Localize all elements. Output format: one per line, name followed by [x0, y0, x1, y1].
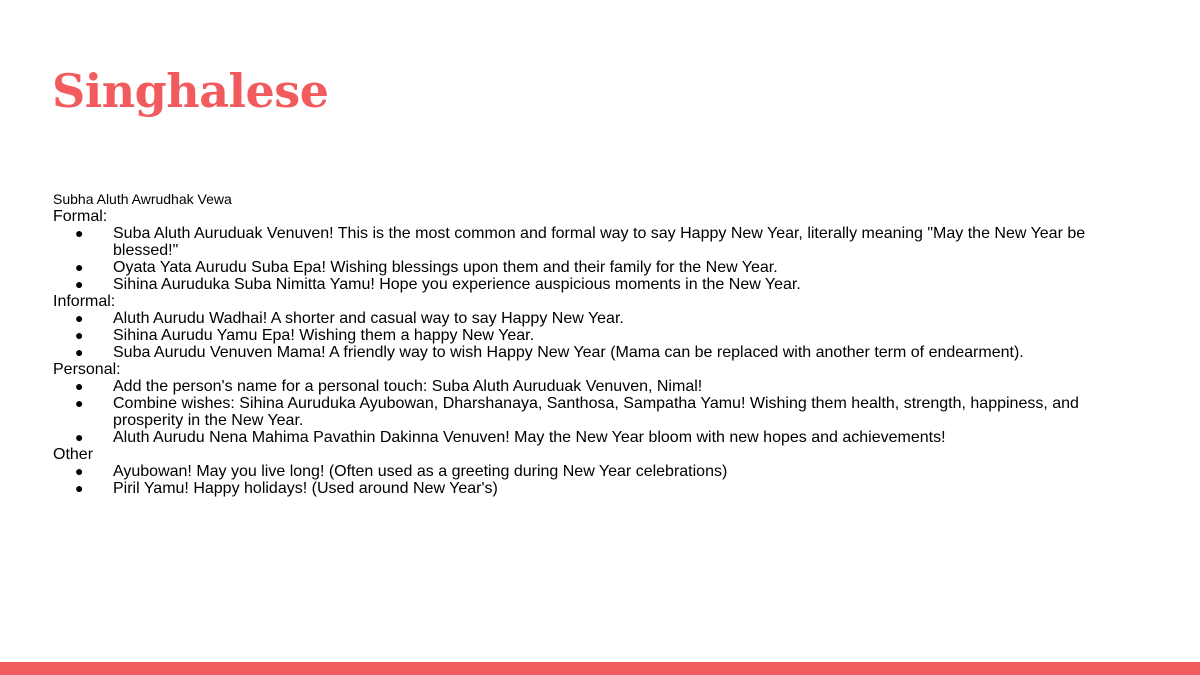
list-item [53, 276, 1153, 293]
bullet-icon: ● [75, 480, 84, 496]
list-item [53, 378, 1153, 395]
list-item-text: Piril Yamu! Happy holidays! (Used around New Year's) [113, 480, 498, 497]
list-item [53, 327, 1153, 344]
bullet-icon: ● [75, 378, 84, 394]
list-item [53, 310, 1153, 327]
slide-subtitle: Subha Aluth Awrudhak Vewa [53, 191, 232, 207]
bullet-list [53, 225, 1153, 293]
section-formal [53, 208, 1153, 293]
section-heading: Informal: [53, 293, 116, 310]
slide-body [53, 191, 1153, 497]
list-item-text: Sihina Aurudu Yamu Epa! Wishing them a happy New Year. [113, 327, 535, 344]
list-item [53, 429, 1153, 446]
bullet-icon: ● [75, 310, 84, 326]
section-informal [53, 293, 1153, 361]
list-item-text: Aluth Aurudu Nena Mahima Pavathin Dakinna Venuven! May the New Year bloom with new hopes and achievements! [113, 429, 946, 446]
bullet-icon: ● [75, 276, 84, 292]
bullet-icon: ● [75, 395, 84, 411]
bullet-list [53, 310, 1153, 361]
bullet-icon: ● [75, 327, 84, 343]
list-item-text: Sihina Auruduka Suba Nimitta Yamu! Hope you experience auspicious moments in the New Year. [113, 276, 801, 293]
list-item-text: Oyata Yata Aurudu Suba Epa! Wishing blessings upon them and their family for the New Year. [113, 259, 778, 276]
section-heading: Personal: [53, 361, 121, 378]
list-item-text: Combine wishes: Sihina Auruduka Ayubowan, Dharshanaya, Santhosa, Sampatha Yamu! Wishing them health, strength, happiness, and prosperity in the New Year. [113, 395, 1079, 429]
list-item-text: Suba Aurudu Venuven Mama! A friendly way to wish Happy New Year (Mama can be replaced with another term of endearment). [113, 344, 1024, 361]
list-item [53, 395, 1153, 429]
section-other [53, 446, 1153, 497]
list-item-text: Suba Aluth Auruduak Venuven! This is the most common and formal way to say Happy New Year, literally meaning "May the New Year be blessed!" [113, 225, 1086, 259]
list-item-text: Ayubowan! May you live long! (Often used as a greeting during New Year celebrations) [113, 463, 728, 480]
list-item-text: Add the person's name for a personal touch: Suba Aluth Auruduak Venuven, Nimal! [113, 378, 703, 395]
bullet-list [53, 378, 1153, 446]
list-item [53, 225, 1153, 259]
section-personal [53, 361, 1153, 446]
section-heading: Formal: [53, 208, 108, 225]
section-heading: Other [53, 446, 94, 463]
bullet-list [53, 463, 1153, 497]
bullet-icon: ● [75, 259, 84, 275]
slide-title: Singhalese [52, 64, 329, 118]
footer-accent-bar [0, 662, 1200, 675]
bullet-icon: ● [75, 463, 84, 479]
list-item [53, 259, 1153, 276]
list-item [53, 480, 1153, 497]
bullet-icon: ● [75, 429, 84, 445]
list-item-text: Aluth Aurudu Wadhai! A shorter and casual way to say Happy New Year. [113, 310, 624, 327]
bullet-icon: ● [75, 344, 84, 360]
bullet-icon: ● [75, 225, 84, 241]
list-item [53, 344, 1153, 361]
list-item [53, 463, 1153, 480]
